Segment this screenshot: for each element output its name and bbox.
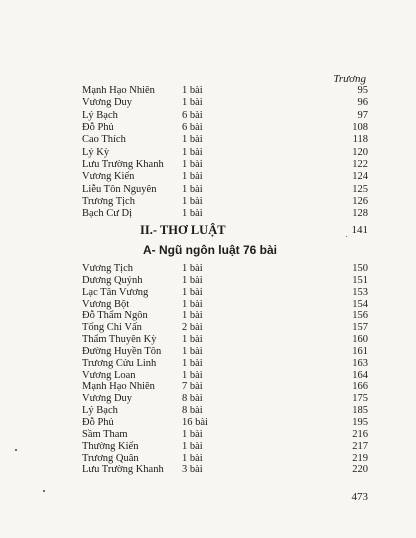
poem-count: 1 bài bbox=[182, 146, 203, 158]
poem-count: 1 bài bbox=[182, 171, 203, 183]
poet-name: Lưu Trường Khanh bbox=[82, 464, 164, 476]
poet-name: Sầm Tham bbox=[82, 428, 128, 440]
poem-count: 6 bài bbox=[182, 122, 203, 134]
toc-row bbox=[82, 275, 368, 287]
poet-name: Thường Kiến bbox=[82, 440, 139, 452]
toc-row bbox=[82, 393, 368, 405]
page-folio: 473 bbox=[351, 491, 368, 503]
poet-name: Lý Bạch bbox=[82, 109, 118, 121]
page-number: 124 bbox=[352, 171, 368, 183]
toc-row bbox=[82, 263, 368, 275]
page-number: 164 bbox=[352, 369, 368, 381]
page-number: 97 bbox=[357, 109, 368, 121]
poem-count: 1 bài bbox=[182, 196, 203, 208]
page-number: 122 bbox=[352, 159, 368, 171]
poet-name: Lạc Tân Vương bbox=[82, 286, 149, 298]
toc-row bbox=[82, 299, 368, 311]
page-number: 118 bbox=[352, 134, 368, 146]
poet-name: Lý Bạch bbox=[82, 405, 118, 417]
page-number: 96 bbox=[357, 97, 368, 109]
page-number: 166 bbox=[352, 381, 368, 393]
paper-speck bbox=[346, 236, 347, 237]
toc-row bbox=[82, 322, 368, 334]
poet-name: Vương Kiến bbox=[82, 171, 135, 183]
poet-name: Vương Duy bbox=[82, 97, 133, 109]
toc-row bbox=[82, 159, 368, 171]
toc-row bbox=[82, 110, 368, 122]
toc-row bbox=[82, 441, 368, 453]
poet-name: Lý Kỳ bbox=[82, 146, 110, 158]
poem-count: 1 bài bbox=[182, 183, 203, 195]
toc-row bbox=[82, 208, 368, 220]
page-number: 163 bbox=[352, 357, 368, 369]
poet-name: Vương Tịch bbox=[82, 263, 134, 274]
toc-row bbox=[82, 429, 368, 441]
poem-count: 1 bài bbox=[182, 97, 203, 109]
page-number: 150 bbox=[352, 263, 368, 274]
page-number: 156 bbox=[352, 310, 368, 322]
toc-row bbox=[82, 405, 368, 417]
poem-count: 8 bài bbox=[182, 405, 203, 417]
poem-count: 1 bài bbox=[182, 369, 203, 381]
poem-count: 1 bài bbox=[182, 452, 203, 464]
toc-row bbox=[82, 196, 368, 208]
poet-name: Mạnh Hạo Nhiên bbox=[82, 381, 155, 393]
toc-row bbox=[82, 334, 368, 346]
page-column-label: Trương bbox=[333, 73, 366, 85]
toc-row bbox=[82, 122, 368, 134]
poem-count: 1 bài bbox=[182, 134, 203, 146]
page-number: 108 bbox=[352, 122, 368, 134]
page-number: 128 bbox=[352, 208, 368, 220]
page-number: 154 bbox=[352, 298, 368, 310]
page-number: 95 bbox=[357, 85, 368, 96]
page-number: 195 bbox=[352, 416, 368, 428]
page-number: 161 bbox=[352, 345, 368, 357]
poet-list-b bbox=[82, 263, 368, 476]
page-number: 216 bbox=[352, 428, 368, 440]
poet-name: Đỗ Phủ bbox=[82, 416, 114, 428]
toc-row bbox=[82, 171, 368, 183]
toc-row bbox=[82, 134, 368, 146]
poem-count: 16 bài bbox=[182, 416, 208, 428]
toc-row bbox=[82, 381, 368, 393]
toc-row bbox=[82, 453, 368, 465]
toc-row bbox=[82, 147, 368, 159]
subsection-heading: A- Ngũ ngôn luật 76 bài bbox=[143, 243, 277, 257]
poem-count: 7 bài bbox=[182, 381, 203, 393]
poet-name: Vương Duy bbox=[82, 393, 133, 405]
poem-count: 1 bài bbox=[182, 334, 203, 346]
poem-count: 1 bài bbox=[182, 310, 203, 322]
poet-name: Tống Chi Vấn bbox=[82, 322, 142, 334]
section-heading: II.- THƠ LUẬT bbox=[140, 223, 226, 237]
poem-count: 2 bài bbox=[182, 322, 203, 334]
toc-row bbox=[82, 370, 368, 382]
toc-row bbox=[82, 417, 368, 429]
toc-row bbox=[82, 287, 368, 299]
page-number: 175 bbox=[352, 393, 368, 405]
poet-name: Trương Cửu Linh bbox=[82, 357, 157, 369]
poet-name: Vương Loan bbox=[82, 369, 136, 381]
poet-name: Dương Quýnh bbox=[82, 274, 143, 286]
page-number: 151 bbox=[352, 274, 368, 286]
poet-name: Mạnh Hạo Nhiên bbox=[82, 85, 155, 96]
poet-name: Lưu Trường Khanh bbox=[82, 159, 164, 171]
poem-count: 8 bài bbox=[182, 393, 203, 405]
toc-row bbox=[82, 85, 368, 97]
poet-name: Trương Quân bbox=[82, 452, 139, 464]
poet-name: Bạch Cư Dị bbox=[82, 208, 133, 220]
poet-name: Cao Thích bbox=[82, 134, 126, 146]
poem-count: 1 bài bbox=[182, 345, 203, 357]
toc-row bbox=[82, 464, 368, 476]
page-number: 120 bbox=[352, 146, 368, 158]
poet-name: Đỗ Thẩm Ngôn bbox=[82, 310, 148, 322]
page-number: 160 bbox=[352, 334, 368, 346]
page-number: 219 bbox=[352, 452, 368, 464]
poem-count: 1 bài bbox=[182, 298, 203, 310]
poet-name: Đỗ Phủ bbox=[82, 122, 114, 134]
page-number: 126 bbox=[352, 196, 368, 208]
poet-name: Vương Bột bbox=[82, 298, 130, 310]
paper-speck bbox=[43, 490, 45, 492]
page-number: 157 bbox=[352, 322, 368, 334]
poem-count: 1 bài bbox=[182, 440, 203, 452]
page-number: 185 bbox=[352, 405, 368, 417]
toc-row bbox=[82, 358, 368, 370]
poem-count: 1 bài bbox=[182, 159, 203, 171]
poem-count: 1 bài bbox=[182, 357, 203, 369]
paper-speck bbox=[15, 449, 17, 451]
page-number: 220 bbox=[352, 464, 368, 476]
toc-row bbox=[82, 97, 368, 109]
poem-count: 1 bài bbox=[182, 274, 203, 286]
poet-name: Trương Tịch bbox=[82, 196, 135, 208]
toc-row bbox=[82, 310, 368, 322]
poem-count: 1 bài bbox=[182, 286, 203, 298]
toc-row bbox=[82, 346, 368, 358]
section-page-number: 141 bbox=[351, 224, 368, 236]
toc-row bbox=[82, 184, 368, 196]
poem-count: 1 bài bbox=[182, 263, 203, 274]
page-number: 153 bbox=[352, 286, 368, 298]
poem-count: 1 bài bbox=[182, 85, 203, 96]
page-number: 125 bbox=[352, 183, 368, 195]
poem-count: 1 bài bbox=[182, 428, 203, 440]
poem-count: 6 bài bbox=[182, 109, 203, 121]
poem-count: 1 bài bbox=[182, 208, 203, 220]
poet-name: Liễu Tôn Nguyên bbox=[82, 183, 157, 195]
poet-name: Thẩm Thuyên Kỳ bbox=[82, 334, 157, 346]
poet-list-a bbox=[82, 85, 368, 221]
poem-count: 3 bài bbox=[182, 464, 203, 476]
poet-name: Đường Huyền Tôn bbox=[82, 345, 162, 357]
page-number: 217 bbox=[352, 440, 368, 452]
